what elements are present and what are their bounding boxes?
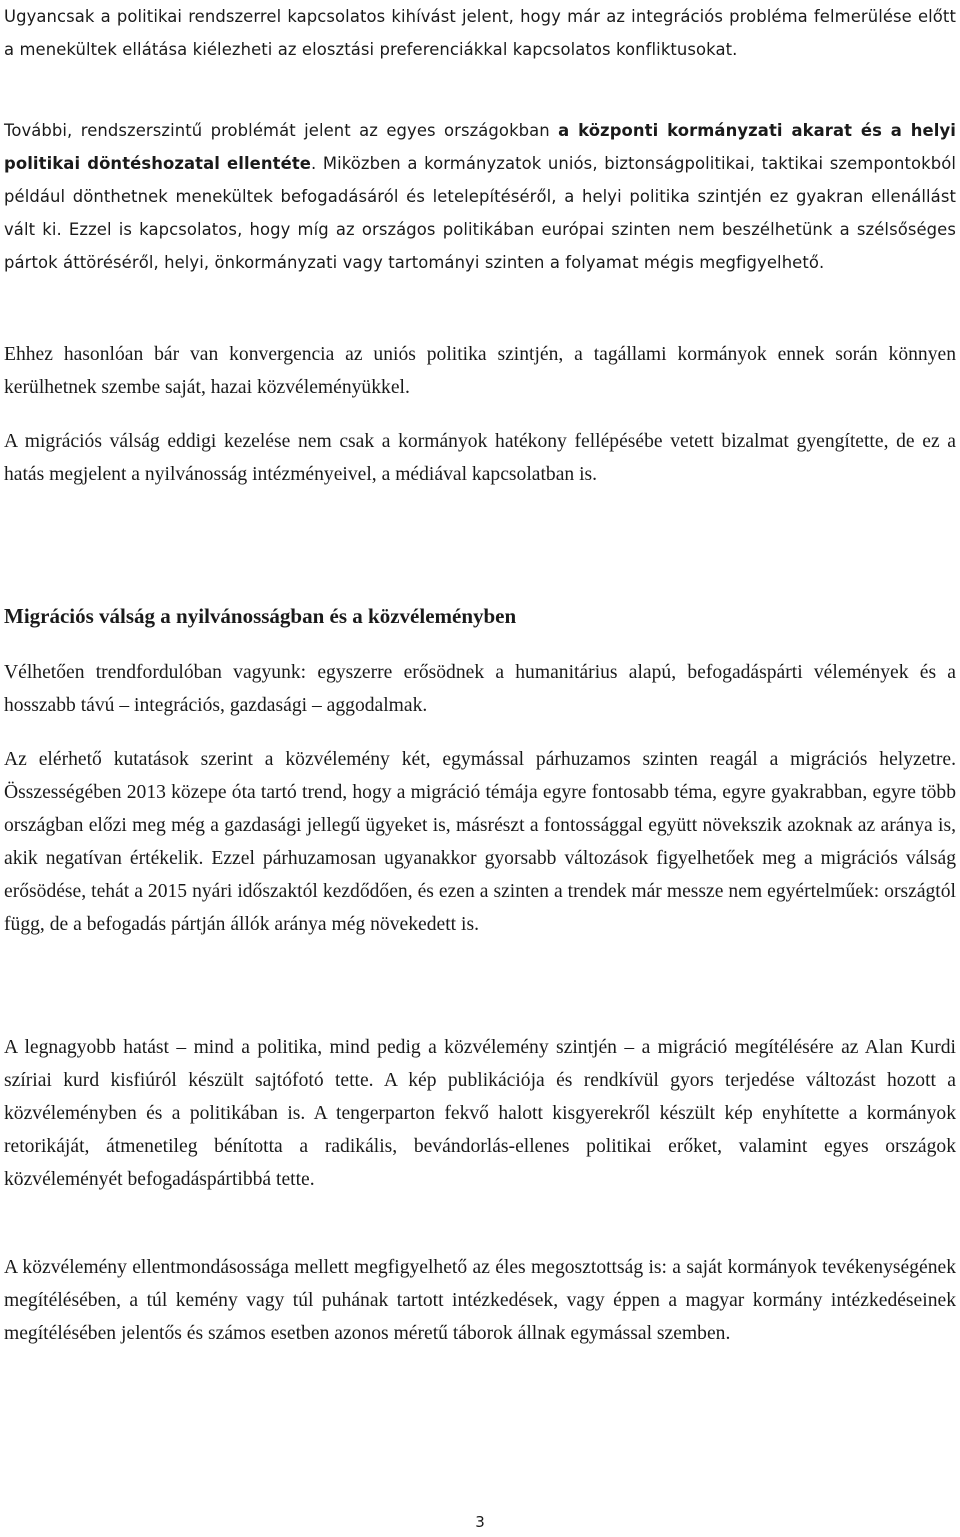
paragraph-6: Az elérhető kutatások szerint a közvélemény két, egymással párhuzamos szinten reagál a migrációs helyzetre. Összességében 2013 közepe óta tartó trend, hogy a migráció témája egyre fontosabb téma, egyre gyakrabban, egyre több országban előzi meg még a gazdasági jellegű ügyeket is, másrészt a fontossággal együtt növekszik azoknak az aránya is, akik negatívan értékelik. Ezzel párhuzamosan ugyanakkor gyorsabb változások figyelhetőek meg a migrációs válság erősödése, tehát a 2015 nyári időszaktól kezdődően, és ezen a szinten a trendek már messze nem egyértelműek: országtól függ, de a befogadás pártján állók aránya még növekedett is. — [4, 749, 956, 935]
paragraph-2-bold-phrase: a központi kormányzati akarat és a helyi politikai döntéshozatal ellentéte — [4, 121, 956, 173]
paragraph-7: A legnagyobb hatást – mind a politika, mind pedig a közvélemény szintjén – a migráció megítélésére az Alan Kurdi szíriai kurd kisfiúról készült sajtófotó tette. A kép publikációja és rendkívül gyors terjedése változást hozott a közvéleményben és a politikában is. A tengerparton fekvő halott kisgyerekről készült kép enyhítette a kormányok retorikáját, átmenetileg bénította a radikális, bevándorlás-ellenes politikai erőket, valamint egyes országok közvéleményét befogadáspártibbá tette. — [4, 1037, 956, 1190]
paragraph-5: Vélhetően trendfordulóban vagyunk: egyszerre erősödnek a humanitárius alapú, befogadáspárti vélemények és a hosszabb távú – integrációs, gazdasági – aggodalmak. — [4, 662, 956, 716]
paragraph-1: Ugyancsak a politikai rendszerrel kapcsolatos kihívást jelent, hogy már az integrációs probléma felmerülése előtt a menekültek ellátása kiélezheti az elosztási preferenciákkal kapcsolatos konfliktusokat. — [4, 7, 956, 59]
section-heading: Migrációs válság a nyilvánosságban és a közvéleményben — [4, 604, 517, 628]
paragraph-8: A közvélemény ellentmondásossága mellett megfigyelhető az éles megosztottság is: a saját kormányok tevékenységének megítélésében, a túl kemény vagy túl puhának tartott intézkedések, vagy éppen a magyar kormány intézkedéseinek megítélésében jelentős és számos esetben azonos méretű táborok állnak egymással szemben. — [4, 1257, 956, 1344]
page-number: 3 — [475, 1513, 485, 1531]
paragraph-2 — [4, 114, 956, 279]
paragraph-2-text-a: További, rendszerszintű problémát jelent az egyes országokban — [4, 121, 559, 140]
paragraph-4: A migrációs válság eddigi kezelése nem csak a kormányok hatékony fellépésébe vetett bizalmat gyengítette, de ez a hatás megjelent a nyilvánosság intézményeivel, a médiával kapcsolatban is. — [4, 431, 956, 485]
paragraph-3: Ehhez hasonlóan bár van konvergencia az uniós politika szintjén, a tagállami kormányok ennek során könnyen kerülhetnek szembe saját, hazai közvéleményükkel. — [4, 344, 956, 398]
paragraph-2-text-b: . Miközben a kormányzatok uniós, biztonságpolitikai, taktikai szempontokból például dönthetnek menekültek befogadásáról és letelepítéséről, a helyi politika szintjén ez gyakran ellenállást vált ki. Ezzel is kapcsolatos, hogy míg az országos politikában európai szinten nem beszélhetünk a szélsőséges pártok áttöréséről, helyi, önkormányzati vagy tartományi szinten a folyamat mégis megfigyelhető. — [4, 154, 956, 272]
